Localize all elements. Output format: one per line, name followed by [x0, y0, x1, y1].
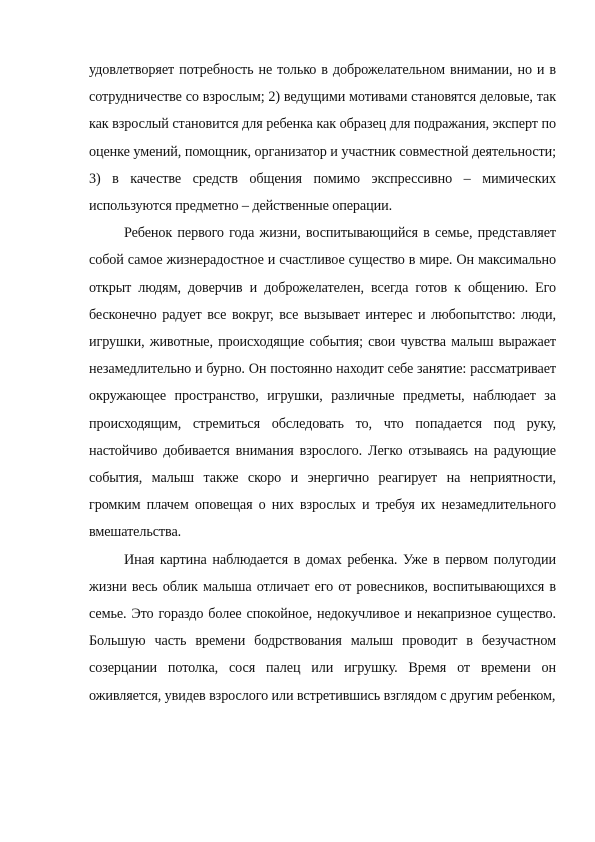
paragraph-family-infant: Ребенок первого года жизни, воспитывающийся в семье, представляет собой самое жизнерадостное и счастливое существо в мире. Он максимально открыт людям, доверчив и доброжелателен, всегда готов к общению. Его бесконечно радует все вокруг, все вызывает интерес и любопытство: люди, игрушки, животные, происходящие события; свои чувства малыш выражает незамедлительно и бурно. Он постоянно находит себе занятие: рассматривает окружающее пространство, игрушки, различные предметы, наблюдает за происходящим, стремиться обследовать то, что попадается под руку, настойчиво добивается внимания взрослого. Легко отзываясь на радующие события, малыш также скоро и энергично реагирует на неприятности, громким плачем оповещая о них взрослых и требуя их незамедлительного вмешательства. — [89, 225, 556, 541]
paragraph-continuation: удовлетворяет потребность не только в доброжелательном внимании, но и в сотрудничестве со взрослым; 2) ведущими мотивами становятся деловые, так как взрослый становится для ребенка как образец для подражания, эксперт по оценке умений, помощник, организатор и участник совместной деятельности; 3) в качестве средств общения помимо экспрессивно – мимических используются предметно – действенные операции. — [89, 62, 556, 215]
document-body — [89, 57, 556, 710]
paragraph-orphanage-infant: Иная картина наблюдается в домах ребенка. Уже в первом полугодии жизни весь облик малыша отличает его от ровесников, воспитывающихся в семье. Это гораздо более спокойное, недокучливое и некапризное существо. Большую часть времени бодрствования малыш проводит в безучастном созерцании потолка, сося палец или игрушку. Время от времени он оживляется, увидев взрослого или встретившись взглядом с другим ребенком, — [89, 551, 556, 704]
